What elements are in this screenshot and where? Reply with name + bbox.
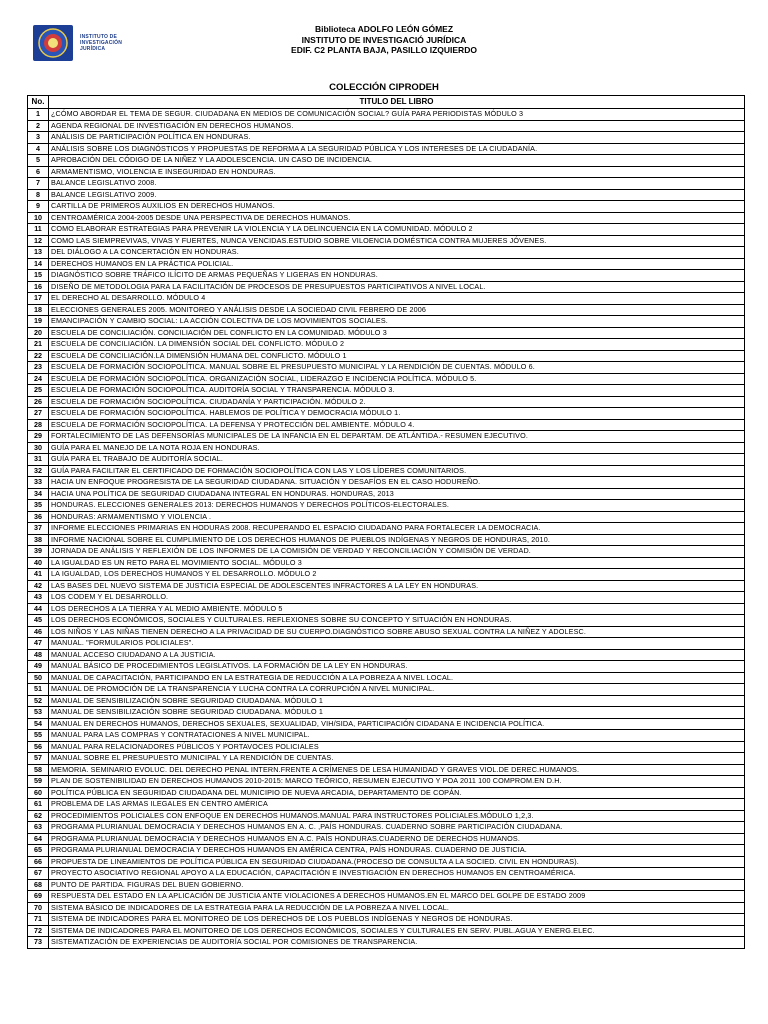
table-row <box>28 684 745 696</box>
row-number: 22 <box>28 350 49 362</box>
table-row <box>28 868 745 880</box>
table-row <box>28 120 745 132</box>
book-title: BALANCE LEGISLATIVO 2009. <box>49 189 745 201</box>
table-row <box>28 270 745 282</box>
book-title: HACIA UN ENFOQUE PROGRESISTA DE LA SEGURIDAD CIUDADANA. SITUACIÓN Y DESAFÍOS EN EL CASO HODUREÑO. <box>49 477 745 489</box>
table-row <box>28 235 745 247</box>
table-row <box>28 569 745 581</box>
book-title: ESCUELA DE FORMACIÓN SOCIOPOLÍTICA. CIUDADANÍA Y PARTICIPACIÓN. MÓDULO 2. <box>49 396 745 408</box>
book-title: APROBACIÓN DEL CÓDIGO DE LA NIÑEZ Y LA ADOLESCENCIA. UN CASO DE INCIDENCIA. <box>49 155 745 167</box>
book-title: DISEÑO DE METODOLOGIA PARA LA FACILITACIÓN DE PROCESOS DE PRESUPUESTOS PARTICIPATIVOS A NIVEL LOCAL. <box>49 281 745 293</box>
book-title: POLÍTICA PÚBLICA EN SEGURIDAD CIUDADANA DEL MUNICIPIO DE NUEVA ARCADIA, DEPARTAMENTO DE COPÁN. <box>49 787 745 799</box>
row-number: 68 <box>28 879 49 891</box>
table-row <box>28 258 745 270</box>
book-title: DEL DIÁLOGO A LA CONCERTACIÓN EN HONDURAS. <box>49 247 745 259</box>
book-title: ANÁLISIS SOBRE LOS DIAGNÓSTICOS Y PROPUESTAS DE REFORMA A LA SEGURIDAD PÚBLICA Y LOS INTERESES DE LA CIUDADANÍA. <box>49 143 745 155</box>
row-number: 17 <box>28 293 49 305</box>
table-row <box>28 707 745 719</box>
book-title: ARMAMENTISMO, VIOLENCIA E INSEGURIDAD EN HONDURAS. <box>49 166 745 178</box>
table-body <box>28 109 745 949</box>
row-number: 23 <box>28 362 49 374</box>
table-row <box>28 132 745 144</box>
table-row <box>28 293 745 305</box>
book-title: LA IGUALDAD ES UN RETO PARA EL MOVIMIENTO SOCIAL. MÓDULO 3 <box>49 557 745 569</box>
row-number: 30 <box>28 442 49 454</box>
book-title: ESCUELA DE CONCILIACIÓN. LA DIMENSIÓN SOCIAL DEL CONFLICTO. MÓDULO 2 <box>49 339 745 351</box>
book-title: DIAGNÓSTICO SOBRE TRÁFICO ILÍCITO DE ARMAS PEQUEÑAS Y LIGERAS EN HONDURAS. <box>49 270 745 282</box>
table-row <box>28 304 745 316</box>
table-row <box>28 212 745 224</box>
table-row <box>28 902 745 914</box>
book-title: MANUAL SOBRE EL PRESUPUESTO MUNICIPAL Y LA RENDICIÓN DE CUENTAS. <box>49 753 745 765</box>
book-title: LOS DERECHOS A LA TIERRA Y AL MEDIO AMBIENTE. MÓDULO 5 <box>49 603 745 615</box>
book-title: INFORME ELECCIONES PRIMARIAS EN HODURAS 2008. RECUPERANDO EL ESPACIO CIUDADANO PARA FORTALECER LA DEMOCRACIA. <box>49 523 745 535</box>
collection-title: COLECCIÓN CIPRODEH <box>329 82 439 93</box>
book-title: PROGRAMA PLURIANUAL DEMOCRACIA Y DERECHOS HUMANOS EN A. C. ,PAÍS HONDURAS. CUADERNO SOBRE PARTICIPACIÓN CIUDADANA. <box>49 822 745 834</box>
row-number: 21 <box>28 339 49 351</box>
table-row <box>28 396 745 408</box>
table-row <box>28 879 745 891</box>
row-number: 2 <box>28 120 49 132</box>
row-number: 43 <box>28 592 49 604</box>
book-title: MANUAL DE SENSIBILIZACIÓN SOBRE SEGURIDAD CIUDADANA. MÓDULO 1 <box>49 707 745 719</box>
row-number: 13 <box>28 247 49 259</box>
row-number: 31 <box>28 454 49 466</box>
table-row <box>28 730 745 742</box>
book-title: DERECHOS HUMANOS EN LA PRÁCTICA POLICIAL. <box>49 258 745 270</box>
book-title: PROCEDIMIENTOS POLICIALES CON ENFOQUE EN DERECHOS HUMANOS.MANUAL PARA INSTRUCTORES POLICIALES.MÓDULO 1,2,3. <box>49 810 745 822</box>
book-title: MANUAL BÁSICO DE PROCEDIMIENTOS LEGISLATIVOS. LA FORMACIÓN DE LA LEY EN HONDURAS. <box>49 661 745 673</box>
table-row <box>28 316 745 328</box>
row-number: 62 <box>28 810 49 822</box>
row-number: 25 <box>28 385 49 397</box>
book-title: COMO ELABORAR ESTRATEGIAS PARA PREVENIR LA VIOLENCIA Y LA DELINCUENCIA EN LA COMUNIDAD. MÓDULO 2 <box>49 224 745 236</box>
row-number: 19 <box>28 316 49 328</box>
book-title: ESCUELA DE FORMACIÓN SOCIOPOLÍTICA. LA DEFENSA Y PROTECCIÓN DEL AMBIENTE. MÓDULO 4. <box>49 419 745 431</box>
book-title: MANUAL DE SENSIBILIZACIÓN SOBRE SEGURIDAD CIUDADANA. MÓDULO 1 <box>49 695 745 707</box>
institute-name: INSTITUTO DE INVESTIGACIÓ JURÍDICA <box>301 34 467 45</box>
row-number: 51 <box>28 684 49 696</box>
table-row <box>28 810 745 822</box>
row-number: 5 <box>28 155 49 167</box>
table-row <box>28 350 745 362</box>
table-row <box>28 511 745 523</box>
library-location: EDIF. C2 PLANTA BAJA, PASILLO IZQUIERDO <box>291 45 477 55</box>
book-title: ESCUELA DE FORMACIÓN SOCIOPOLÍTICA. HABLEMOS DE POLÍTICA Y DEMOCRACIA MÓDULO 1. <box>49 408 745 420</box>
book-title: EMANCIPACIÓN Y CAMBIO SOCIAL: LA ACCIÓN COLECTIVA DE LOS MOVIMIENTOS SOCIALES. <box>49 316 745 328</box>
row-number: 4 <box>28 143 49 155</box>
row-number: 67 <box>28 868 49 880</box>
table-row <box>28 419 745 431</box>
table-row <box>28 373 745 385</box>
book-title: ELECCIONES GENERALES 2005. MONITOREO Y ANÁLISIS DESDE LA SOCIEDAD CIVIL FEBRERO DE 2006 <box>49 304 745 316</box>
table-row <box>28 856 745 868</box>
book-title: HONDURAS. ELECCIONES GENERALES 2013: DERECHOS HUMANOS Y DERECHOS POLÍTICOS-ELECTORALES. <box>49 500 745 512</box>
row-number: 53 <box>28 707 49 719</box>
row-number: 57 <box>28 753 49 765</box>
row-number: 66 <box>28 856 49 868</box>
logo-text-line: JURÍDICA <box>80 46 106 52</box>
book-title: PUNTO DE PARTIDA. FIGURAS DEL BUEN GOBIERNO. <box>49 879 745 891</box>
book-title: MANUAL DE PROMOCIÓN DE LA TRANSPARENCIA Y LUCHA CONTRA LA CORRUPCIÓN A NIVEL MUNICIPAL. <box>49 684 745 696</box>
row-number: 50 <box>28 672 49 684</box>
table-row <box>28 638 745 650</box>
table-header-row <box>28 96 745 109</box>
table-row <box>28 327 745 339</box>
book-title: ESCUELA DE FORMACIÓN SOCIOPOLÍTICA. ORGANIZACIÓN SOCIAL, LIDERAZGO E INCIDENCIA POLÍTICA. MÓDULO 5. <box>49 373 745 385</box>
row-number: 28 <box>28 419 49 431</box>
row-number: 20 <box>28 327 49 339</box>
row-number: 7 <box>28 178 49 190</box>
book-title: ANÁLISIS DE PARTICIPACIÓN POLÍTICA EN HONDURAS. <box>49 132 745 144</box>
table-row <box>28 753 745 765</box>
table-row <box>28 281 745 293</box>
library-name: Biblioteca ADOLFO LEÓN GÓMEZ <box>314 24 454 34</box>
table-row <box>28 626 745 638</box>
book-title: SISTEMA DE INDICADORES PARA EL MONITOREO DE LOS DERECHOS DE LOS PUEBLOS INDÍGENAS Y NEGROS DE HONDURAS. <box>49 914 745 926</box>
table-row <box>28 189 745 201</box>
row-number: 73 <box>28 937 49 949</box>
row-number: 34 <box>28 488 49 500</box>
row-number: 37 <box>28 523 49 535</box>
column-header-number: No. <box>28 96 49 109</box>
book-title: SISTEMA DE INDICADORES PARA EL MONITOREO DE LOS DERECHOS ECONÓMICOS, SOCIALES Y CULTURALES EN SERV. PUBL.AGUA Y ENERG.ELEC. <box>49 925 745 937</box>
table-row <box>28 661 745 673</box>
book-title: COMO LAS SIEMPREVIVAS, VIVAS Y FUERTES, NUNCA VENCIDAS.ESTUDIO SOBRE VILOENCIA DOMÉSTICA CONTRA MUJERES JÓVENES. <box>49 235 745 247</box>
row-number: 65 <box>28 845 49 857</box>
row-number: 44 <box>28 603 49 615</box>
logo-text-line: INSTITUTO DE <box>80 34 118 40</box>
row-number: 24 <box>28 373 49 385</box>
row-number: 58 <box>28 764 49 776</box>
book-title: PROBLEMA DE LAS ARMAS ILEGALES EN CENTRO AMÉRICA <box>49 799 745 811</box>
book-title: HONDURAS: ARMAMENTISMO Y VIOLENCIA . <box>49 511 745 523</box>
table-row <box>28 109 745 121</box>
row-number: 26 <box>28 396 49 408</box>
book-title: MANUAL EN DERECHOS HUMANOS, DERECHOS SEXUALES, SEXUALIDAD, VIH/SIDA, PARTICIPACIÓN CIDADANA E INCIDENCIA POLÍTICA. <box>49 718 745 730</box>
table-row <box>28 615 745 627</box>
book-title: JORNADA DE ANÁLISIS Y REFLEXIÓN DE LOS INFORMES DE LA COMISIÓN DE VERDAD Y RECONCILIACIÓN Y COMISIÓN DE VERDAD. <box>49 546 745 558</box>
row-number: 47 <box>28 638 49 650</box>
table-row <box>28 546 745 558</box>
row-number: 36 <box>28 511 49 523</box>
table-row <box>28 592 745 604</box>
table-row <box>28 247 745 259</box>
row-number: 45 <box>28 615 49 627</box>
table-row <box>28 580 745 592</box>
table-row <box>28 201 745 213</box>
book-title: PLAN DE SOSTENIBILIDAD EN DERECHOS HUMANOS 2010-2015: MARCO TEÓRICO, RESUMEN EJECUTIVO Y POA 2011 100 COMPROM.EN D.H. <box>49 776 745 788</box>
logo-text-line: INVESTIGACIÓN <box>80 40 123 46</box>
table-row <box>28 557 745 569</box>
row-number: 52 <box>28 695 49 707</box>
row-number: 35 <box>28 500 49 512</box>
library-header <box>0 24 768 56</box>
row-number: 40 <box>28 557 49 569</box>
row-number: 38 <box>28 534 49 546</box>
row-number: 8 <box>28 189 49 201</box>
book-title: CARTILLA DE PRIMEROS AUXILIOS EN DERECHOS HUMANOS. <box>49 201 745 213</box>
book-title: GUÍA PARA EL TRABAJO DE AUDITORÍA SOCIAL. <box>49 454 745 466</box>
row-number: 63 <box>28 822 49 834</box>
book-title: ¿CÓMO ABORDAR EL TEMA DE SEGUR. CIUDADANA EN MEDIOS DE COMUNICACIÓN SOCIAL? GUÍA PARA PERIODISTAS MÓDULO 3 <box>49 109 745 121</box>
book-title: MANUAL. "FORMULARIOS POLICIALES". <box>49 638 745 650</box>
book-title: ESCUELA DE FORMACIÓN SOCIOPOLÍTICA. MANUAL SOBRE EL PRESUPUESTO MUNICIPAL Y LA RENDICIÓN DE CUENTAS. MÓDULO 6. <box>49 362 745 374</box>
book-title: MANUAL DE CAPACITACIÓN, PARTICIPANDO EN LA ESTRATEGIA DE REDUCCIÓN A LA POBREZA A NIVEL LOCAL. <box>49 672 745 684</box>
row-number: 54 <box>28 718 49 730</box>
book-title: RESPUESTA DEL ESTADO EN LA APLICACIÓN DE JUSTICIA ANTE VIOLACIONES A DERECHOS HUMANOS.EN EL MARCO DEL GOLPE DE ESTADO 2009 <box>49 891 745 903</box>
table-row <box>28 431 745 443</box>
row-number: 27 <box>28 408 49 420</box>
book-title: MANUAL PARA RELACIONADORES PÚBLICOS Y PORTAVOCES POLICIALES <box>49 741 745 753</box>
row-number: 18 <box>28 304 49 316</box>
table-row <box>28 477 745 489</box>
row-number: 33 <box>28 477 49 489</box>
row-number: 60 <box>28 787 49 799</box>
book-title: PROPUESTA DE LINEAMIENTOS DE POLÍTICA PÚBLICA EN SEGURIDAD CIUDADANA.(PROCESO DE CONSULTA A LA SOCIED. CIVIL EN HONDURAS). <box>49 856 745 868</box>
table-row <box>28 776 745 788</box>
book-list-table <box>27 95 745 949</box>
table-row <box>28 937 745 949</box>
column-header-title: TITULO DEL LIBRO <box>49 96 745 109</box>
table-row <box>28 488 745 500</box>
table-row <box>28 166 745 178</box>
table-row <box>28 787 745 799</box>
table-row <box>28 143 745 155</box>
book-title: GUÍA PARA EL MANEJO DE LA NOTA ROJA EN HONDURAS. <box>49 442 745 454</box>
book-title: FORTALECIMIENTO DE LAS DEFENSORÍAS MUNICIPALES DE LA INFANCIA EN EL DEPARTAM. DE ATLÁNTIDA.- RESUMEN EJECUTIVO. <box>49 431 745 443</box>
row-number: 3 <box>28 132 49 144</box>
table-row <box>28 454 745 466</box>
table-row <box>28 408 745 420</box>
row-number: 49 <box>28 661 49 673</box>
book-title: ESCUELA DE FORMACIÓN SOCIOPOLÍTICA. AUDITORÍA SOCIAL Y TRANSPARENCIA. MÓDULO 3. <box>49 385 745 397</box>
book-title: BALANCE LEGISLATIVO 2008. <box>49 178 745 190</box>
row-number: 69 <box>28 891 49 903</box>
book-title: SISTEMA BÁSICO DE INDICADORES DE LA ESTRATEGIA PARA LA REDUCCIÓN DE LA POBREZA A NIVEL LOCAL. <box>49 902 745 914</box>
row-number: 71 <box>28 914 49 926</box>
book-title: LAS BASES DEL NUEVO SISTEMA DE JUSTICIA ESPECIAL DE ADOLESCENTES INFRACTORES A LA LEY EN HONDURAS. <box>49 580 745 592</box>
book-title: CENTROAMÉRICA 2004-2005 DESDE UNA PERSPECTIVA DE DERECHOS HUMANOS. <box>49 212 745 224</box>
book-title: ESCUELA DE CONCILIACIÓN. CONCILIACIÓN DEL CONFLICTO EN LA COMUNIDAD. MÓDULO 3 <box>49 327 745 339</box>
row-number: 32 <box>28 465 49 477</box>
row-number: 72 <box>28 925 49 937</box>
row-number: 16 <box>28 281 49 293</box>
table-row <box>28 925 745 937</box>
table-row <box>28 523 745 535</box>
book-title: ESCUELA DE CONCILIACIÓN.LA DIMENSIÓN HUMANA DEL CONFLICTO. MÓDULO 1 <box>49 350 745 362</box>
book-title: SISTEMATIZACIÓN DE EXPERIENCIAS DE AUDITORÍA SOCIAL POR COMISIONES DE TRANSPARENCIA. <box>49 937 745 949</box>
book-title: MANUAL PARA LAS COMPRAS Y CONTRATACIONES A NIVEL MUNICIPAL. <box>49 730 745 742</box>
book-title: LOS CODEM Y EL DESARROLLO. <box>49 592 745 604</box>
table-row <box>28 891 745 903</box>
row-number: 55 <box>28 730 49 742</box>
table-row <box>28 362 745 374</box>
row-number: 48 <box>28 649 49 661</box>
table-row <box>28 845 745 857</box>
table-row <box>28 500 745 512</box>
table-row <box>28 718 745 730</box>
table-row <box>28 465 745 477</box>
row-number: 12 <box>28 235 49 247</box>
book-title: MEMORIA. SEMINARIO EVOLUC. DEL DERECHO PENAL INTERN.FRENTE A CRÍMENES DE LESA HUMANIDAD Y GRAVES VIOL.DE DEREC.HUMANOS. <box>49 764 745 776</box>
table-row <box>28 764 745 776</box>
row-number: 42 <box>28 580 49 592</box>
book-title: PROGRAMA PLURIANUAL DEMOCRACIA Y DERECHOS HUMANOS EN AMÉRICA CENTRA, PAÍS HONDURAS. CUADERNO DE JUSTICIA. <box>49 845 745 857</box>
row-number: 56 <box>28 741 49 753</box>
row-number: 61 <box>28 799 49 811</box>
row-number: 64 <box>28 833 49 845</box>
table-row <box>28 339 745 351</box>
table-row <box>28 155 745 167</box>
book-title: HACIA UNA POLÍTICA DE SEGURIDAD CIUDADANA INTEGRAL EN HONDURAS. HONDURAS, 2013 <box>49 488 745 500</box>
table-row <box>28 822 745 834</box>
table-row <box>28 649 745 661</box>
table-row <box>28 224 745 236</box>
table-row <box>28 695 745 707</box>
table-row <box>28 534 745 546</box>
table-row <box>28 442 745 454</box>
row-number: 10 <box>28 212 49 224</box>
row-number: 11 <box>28 224 49 236</box>
row-number: 1 <box>28 109 49 121</box>
table-row <box>28 799 745 811</box>
table-row <box>28 178 745 190</box>
book-title: PROGRAMA PLURIANUAL DEMOCRACIA Y DERECHOS HUMANOS EN A.C. PAÍS HONDURAS.CUADERNO DE DERECHOS HUMANOS. <box>49 833 745 845</box>
book-title: GUÍA PARA FACILITAR EL CERTIFICADO DE FORMACIÓN SOCIOPOLÍTICA CON LAS Y LOS LÍDERES COMUNITARIOS. <box>49 465 745 477</box>
row-number: 41 <box>28 569 49 581</box>
row-number: 6 <box>28 166 49 178</box>
row-number: 14 <box>28 258 49 270</box>
table-row <box>28 833 745 845</box>
book-title: LOS DERECHOS ECONÓMICOS, SOCIALES Y CULTURALES. REFLEXIONES SOBRE SU CONCEPTO Y SITUACIÓN EN HONDURAS. <box>49 615 745 627</box>
book-title: MANUAL ACCESO CIUDADANO A LA JUSTICIA. <box>49 649 745 661</box>
book-title: PROYECTO ASOCIATIVO REGIONAL APOYO A LA EDUCACIÓN, CAPACITACIÓN E INVESTIGACIÓN EN DERECHOS HUMANOS EN CENTROAMÉRICA. <box>49 868 745 880</box>
row-number: 9 <box>28 201 49 213</box>
table-row <box>28 914 745 926</box>
table-row <box>28 672 745 684</box>
row-number: 70 <box>28 902 49 914</box>
row-number: 15 <box>28 270 49 282</box>
row-number: 39 <box>28 546 49 558</box>
table-row <box>28 385 745 397</box>
table-row <box>28 741 745 753</box>
row-number: 29 <box>28 431 49 443</box>
row-number: 46 <box>28 626 49 638</box>
book-title: EL DERECHO AL DESARROLLO. MÓDULO 4 <box>49 293 745 305</box>
book-title: LA IGUALDAD, LOS DERECHOS HUMANOS Y EL DESARROLLO. MÓDULO 2 <box>49 569 745 581</box>
table-row <box>28 603 745 615</box>
book-title: LOS NIÑOS Y LAS NIÑAS TIENEN DERECHO A LA PRIVACIDAD DE SU CUERPO.DIAGNÓSTICO SOBRE ABUSO SEXUAL CONTRA LA NIÑEZ Y ADOLESC. <box>49 626 745 638</box>
row-number: 59 <box>28 776 49 788</box>
book-title: AGENDA REGIONAL DE INVESTIGACIÓN EN DERECHOS HUMANOS. <box>49 120 745 132</box>
book-title: INFORME NACIONAL SOBRE EL CUMPLIMIENTO DE LOS DERECHOS HUMANOS DE PUEBLOS INDÍGENAS Y NEGROS DE HONDURAS, 2010. <box>49 534 745 546</box>
